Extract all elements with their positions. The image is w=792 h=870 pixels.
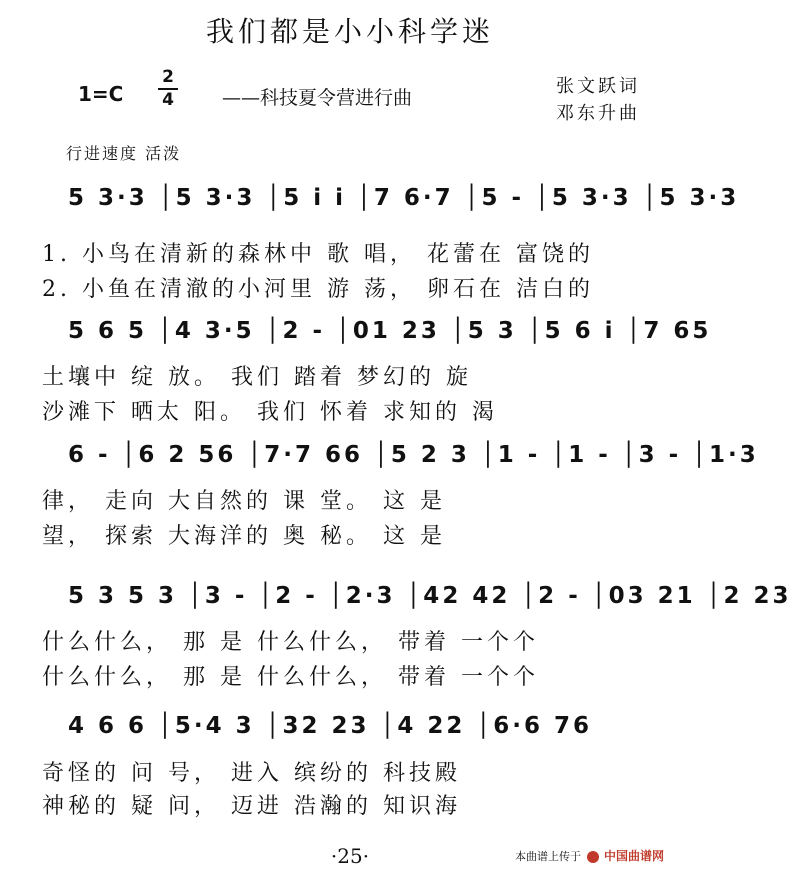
notation-line-1: 5 3·3 │5 3·3 │5 i i │7 6·7 │5 - │5 3·3 │5 3·3 [68,185,740,211]
footer-site-name: 中国曲谱网 [604,849,665,863]
meter-top: 2 [162,67,174,87]
lyric-line-1-verse-2: 2. 小鱼在清澈的小河里 游 荡， 卵石在 洁白的 [42,277,594,302]
site-logo-icon [587,851,599,863]
lyric-line-2-verse-1: 土壤中 绽 放。 我们 踏着 梦幻的 旋 [42,365,472,390]
tempo-marking: 行进速度 活泼 [66,144,182,163]
notation-line-3: 6 - │6 2 56 │7·7 66 │5 2 3 │1 - │1 - │3 - │1·3 [68,442,759,468]
lyric-line-5-verse-1: 奇怪的 问 号， 进入 缤纷的 科技殿 [42,761,461,786]
page-number: ·25· [330,844,370,868]
notation-line-5: 4 6 6 │5·4 3 │32 23 │4 22 │6·6 76 [68,713,592,739]
lyricist-credit: 张文跃词 [556,76,640,97]
song-title: 我们都是小小科学迷 [205,15,494,48]
footer-watermark [515,847,664,864]
time-signature [158,68,178,110]
lyric-line-4-verse-1: 什么什么， 那 是 什么什么， 带着 一个个 [42,630,539,655]
lyric-line-1-verse-1: 1. 小鸟在清新的森林中 歌 唱， 花蕾在 富饶的 [42,242,594,267]
key-signature: 1=C [78,82,124,106]
lyric-line-2-verse-2: 沙滩下 晒太 阳。 我们 怀着 求知的 渴 [42,400,498,425]
lyric-line-5-verse-2: 神秘的 疑 问， 迈进 浩瀚的 知识海 [42,794,461,819]
notation-line-2: 5 6 5 │4 3·5 │2 - │01 23 │5 3 │5 6 i │7 65 [68,318,712,344]
composer-credit: 邓东升曲 [556,103,640,124]
meter-bottom: 4 [162,90,174,110]
lyric-line-4-verse-2: 什么什么， 那 是 什么什么， 带着 一个个 [42,665,539,690]
song-subtitle: ——科技夏令营进行曲 [222,87,413,109]
notation-line-4: 5 3 5 3 │3 - │2 - │2·3 │42 42 │2 - │03 21 │2 23 [68,583,792,609]
lyric-line-3-verse-1: 律， 走向 大自然的 课 堂。 这 是 [42,489,446,514]
footer-text: 本曲谱上传于 [515,850,581,863]
lyric-line-3-verse-2: 望， 探索 大海洋的 奥 秘。 这 是 [42,524,446,549]
